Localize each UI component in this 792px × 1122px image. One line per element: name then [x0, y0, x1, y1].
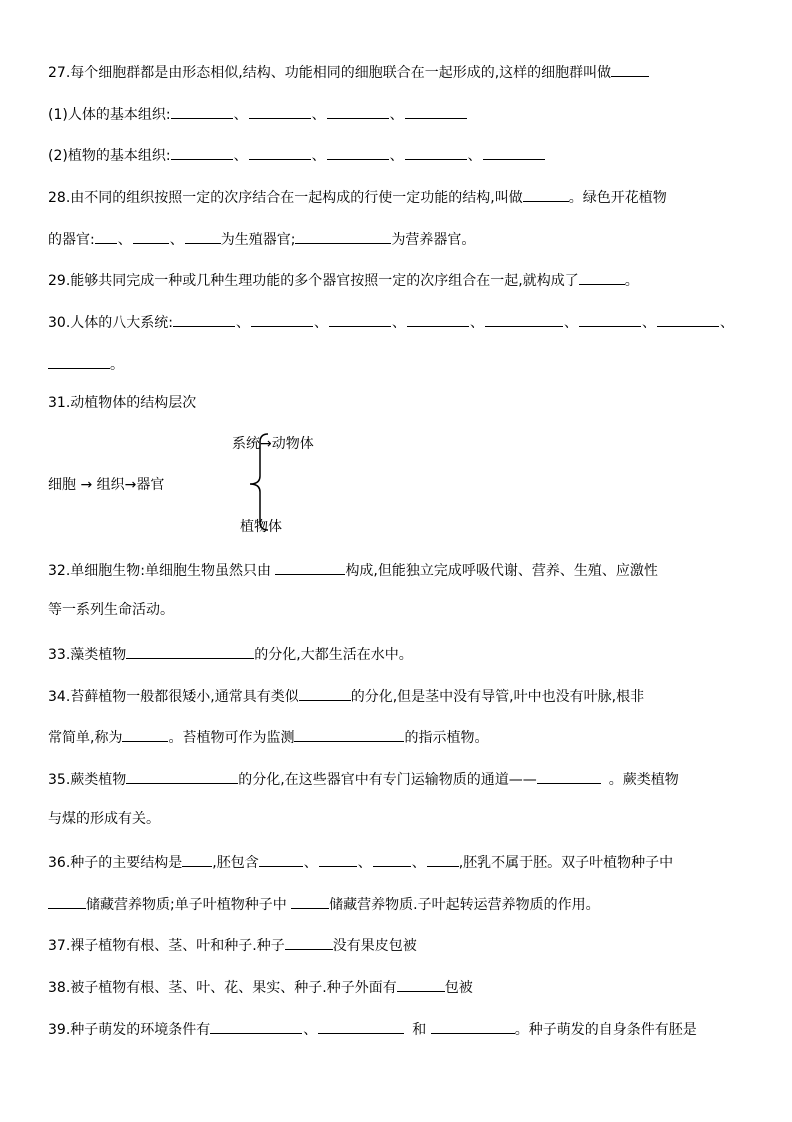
separator: 、: [235, 315, 250, 331]
answer-blank[interactable]: [126, 643, 254, 659]
q30-label: 30.人体的八大系统:: [48, 315, 173, 331]
answer-blank[interactable]: [295, 228, 391, 244]
q37-text: 37.裸子植物有根、茎、叶和种子.种子: [48, 938, 285, 954]
q31-title: 31.动植物体的结构层次: [48, 395, 197, 411]
answer-blank[interactable]: [485, 311, 563, 327]
answer-blank[interactable]: [329, 311, 391, 327]
question-34-line2: [48, 726, 488, 748]
answer-blank[interactable]: [397, 976, 445, 992]
answer-blank[interactable]: [483, 144, 545, 160]
q32-text-2: 构成,但能独立完成呼吸代谢、营养、生殖、应激性: [345, 563, 658, 579]
separator: 、: [169, 232, 184, 248]
answer-blank[interactable]: [259, 851, 303, 867]
q27-text: 27.每个细胞群都是由形态相似,结构、功能相同的细胞联合在一起形成的,这样的细胞群叫做: [48, 65, 612, 81]
q34-text-3: 常简单,称为: [48, 730, 123, 746]
q32-text: 32.单细胞生物:单细胞生物虽然只由: [48, 563, 276, 579]
q36-text-5: 储藏营养物质.子叶起转运营养物质的作用。: [329, 897, 600, 913]
q28-organs-label: 的器官:: [48, 232, 95, 248]
answer-blank[interactable]: [579, 269, 625, 285]
answer-blank[interactable]: [405, 144, 467, 160]
separator: 、: [719, 315, 734, 331]
answer-blank[interactable]: [611, 61, 649, 77]
separator: 、: [389, 107, 404, 123]
q36-text-4: 储藏营养物质;单子叶植物种子中: [86, 897, 292, 913]
question-33: [48, 643, 413, 665]
q36-text-2: ,胚包含: [212, 855, 259, 871]
answer-blank[interactable]: [405, 103, 467, 119]
answer-blank[interactable]: [537, 768, 601, 784]
answer-blank[interactable]: [285, 934, 333, 950]
answer-blank[interactable]: [319, 851, 357, 867]
answer-blank[interactable]: [133, 228, 169, 244]
separator: 、: [391, 315, 406, 331]
answer-blank[interactable]: [431, 1018, 515, 1034]
question-38: [48, 976, 473, 998]
answer-blank[interactable]: [251, 311, 313, 327]
answer-blank[interactable]: [373, 851, 411, 867]
answer-blank[interactable]: [249, 144, 311, 160]
answer-blank[interactable]: [407, 311, 469, 327]
q36-text-3: ,胚乳不属于胚。双子叶植物种子中: [458, 855, 674, 871]
q34-text-2: 的分化,但是茎中没有导管,叶中也没有叶脉,根非: [350, 689, 645, 705]
q39-text-2: 。种子萌发的自身条件有胚是: [514, 1022, 697, 1038]
q34-text: 34.苔藓植物一般都很矮小,通常具有类似: [48, 689, 299, 705]
question-28-line2: [48, 228, 475, 250]
separator: 、: [469, 315, 484, 331]
separator: 、: [357, 855, 372, 871]
q32-text-3: 等一系列生命活动。: [48, 602, 174, 618]
q33-text-2: 的分化,大都生活在水中。: [254, 647, 413, 663]
answer-blank[interactable]: [275, 559, 345, 575]
answer-blank[interactable]: [327, 103, 389, 119]
q39-text: 39.种子萌发的环境条件有: [48, 1022, 211, 1038]
q38-text-2: 包被: [444, 980, 473, 996]
question-30-line2: [48, 353, 124, 375]
separator: 、: [641, 315, 656, 331]
diagram-plant-branch: 植物体: [240, 519, 282, 535]
answer-blank[interactable]: [299, 685, 351, 701]
question-35: [48, 768, 679, 790]
q34-text-4: 。苔植物可作为监测: [168, 730, 295, 746]
q35-text: 35.蕨类植物: [48, 772, 127, 788]
question-35-line2: [48, 809, 160, 829]
q39-and: 和: [412, 1022, 431, 1038]
q35-text-2: 的分化,在这些器官中有专门运输物质的通道——: [238, 772, 537, 788]
separator: 、: [313, 315, 328, 331]
q27-sub2-label: (2)植物的基本组织:: [48, 148, 171, 164]
period: 。: [110, 357, 124, 373]
separator: 、: [117, 232, 132, 248]
period: 。: [624, 273, 639, 289]
answer-blank[interactable]: [523, 186, 569, 202]
separator: 、: [311, 148, 326, 164]
question-34: [48, 685, 644, 707]
question-28: [48, 186, 667, 208]
separator: 、: [563, 315, 578, 331]
question-36: [48, 851, 673, 873]
answer-blank[interactable]: [579, 311, 641, 327]
q35-text-4: 与煤的形成有关。: [48, 811, 160, 827]
structure-hierarchy-diagram: [48, 428, 368, 540]
separator: 、: [303, 855, 318, 871]
answer-blank[interactable]: [95, 228, 117, 244]
separator: 、: [411, 855, 426, 871]
question-32: [48, 559, 658, 581]
answer-blank[interactable]: [171, 144, 233, 160]
question-27-sub2: [48, 144, 545, 166]
answer-blank[interactable]: [173, 311, 235, 327]
diagram-root: 细胞 → 组织→器官: [48, 477, 165, 493]
q33-text: 33.藻类植物: [48, 647, 127, 663]
q35-text-3: 。蕨类植物: [608, 772, 679, 788]
answer-blank[interactable]: [48, 893, 86, 909]
q29-text: 29.能够共同完成一种或几种生理功能的多个器官按照一定的次序组合在一起,就构成了: [48, 273, 579, 289]
answer-blank[interactable]: [210, 1018, 302, 1034]
separator: 、: [303, 1022, 318, 1038]
answer-blank[interactable]: [182, 851, 212, 867]
question-29: [48, 269, 639, 291]
q27-sub1-label: (1)人体的基本组织:: [48, 107, 171, 123]
q28-vegetative: 为营养器官。: [391, 232, 476, 248]
answer-blank[interactable]: [171, 103, 233, 119]
answer-blank[interactable]: [327, 144, 389, 160]
q37-text-2: 没有果皮包被: [332, 938, 417, 954]
question-32-line2: [48, 600, 174, 620]
separator: 、: [233, 148, 248, 164]
diagram-animal-branch: 系统→动物体: [232, 436, 314, 452]
separator: 、: [389, 148, 404, 164]
q34-text-5: 的指示植物。: [404, 730, 489, 746]
answer-blank[interactable]: [291, 893, 329, 909]
question-39: [48, 1018, 697, 1040]
question-27: [48, 61, 649, 83]
separator: 、: [233, 107, 248, 123]
question-27-sub1: [48, 103, 467, 125]
q28-text-2: 。绿色开花植物: [568, 190, 667, 206]
answer-blank[interactable]: [294, 726, 404, 742]
question-37: [48, 934, 417, 956]
answer-blank[interactable]: [122, 726, 168, 742]
q28-text: 28.由不同的组织按照一定的次序结合在一起构成的行使一定功能的结构,叫做: [48, 190, 523, 206]
q36-text: 36.种子的主要结构是: [48, 855, 183, 871]
answer-blank[interactable]: [318, 1018, 404, 1034]
question-30: [48, 311, 735, 333]
answer-blank[interactable]: [185, 228, 221, 244]
answer-blank[interactable]: [657, 311, 719, 327]
answer-blank[interactable]: [126, 768, 238, 784]
question-36-line2: [48, 893, 600, 915]
separator: 、: [311, 107, 326, 123]
separator: 、: [467, 148, 482, 164]
q28-reproductive: 为生殖器官;: [220, 232, 296, 248]
q38-text: 38.被子植物有根、茎、叶、花、果实、种子.种子外面有: [48, 980, 397, 996]
answer-blank[interactable]: [427, 851, 459, 867]
question-31: [48, 393, 196, 413]
answer-blank[interactable]: [249, 103, 311, 119]
answer-blank[interactable]: [48, 353, 110, 369]
